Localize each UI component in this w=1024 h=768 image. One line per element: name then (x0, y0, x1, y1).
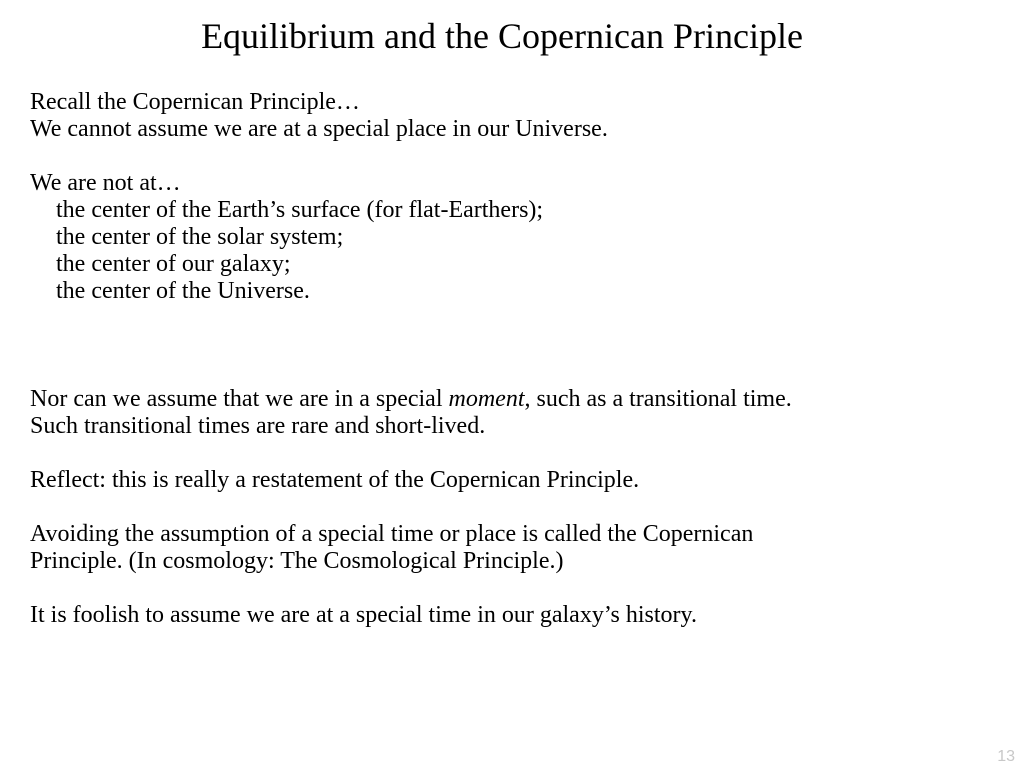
spacer (30, 575, 1010, 602)
spacer (30, 440, 1010, 467)
reflect-line: Reflect: this is really a restatement of the Copernican Principle. (30, 467, 640, 493)
moment-emphasis: moment (448, 386, 525, 412)
not-at-heading: We are not at… (30, 170, 181, 196)
spacer (30, 494, 1010, 521)
special-moment-text-before: Nor can we assume that we are in a special (30, 386, 449, 412)
foolish-line: It is foolish to assume we are at a special time in our galaxy’s history. (30, 602, 697, 628)
transitional-times-line: Such transitional times are rare and short-lived. (30, 413, 486, 439)
special-moment-line (30, 386, 1010, 413)
not-at-item-solar-system: the center of the solar system; (56, 224, 344, 250)
not-at-item-galaxy: the center of our galaxy; (56, 251, 291, 277)
spacer (30, 305, 1010, 386)
recall-line: Recall the Copernican Principle… (30, 89, 360, 115)
avoiding-line-2: Principle. (In cosmology: The Cosmological Principle.) (30, 548, 564, 574)
slide-number: 13 (997, 748, 1015, 765)
special-moment-text-after: , such as a transitional time. (524, 386, 792, 412)
special-place-line: We cannot assume we are at a special place in our Universe. (30, 116, 608, 142)
slide-body (30, 89, 1010, 629)
slide-title: Equilibrium and the Copernican Principle (201, 16, 803, 56)
avoiding-line-1: Avoiding the assumption of a special time or place is called the Copernican (30, 521, 754, 547)
not-at-item-earth: the center of the Earth’s surface (for flat-Earthers); (56, 197, 544, 223)
spacer (30, 143, 1010, 170)
not-at-item-universe: the center of the Universe. (56, 278, 310, 304)
